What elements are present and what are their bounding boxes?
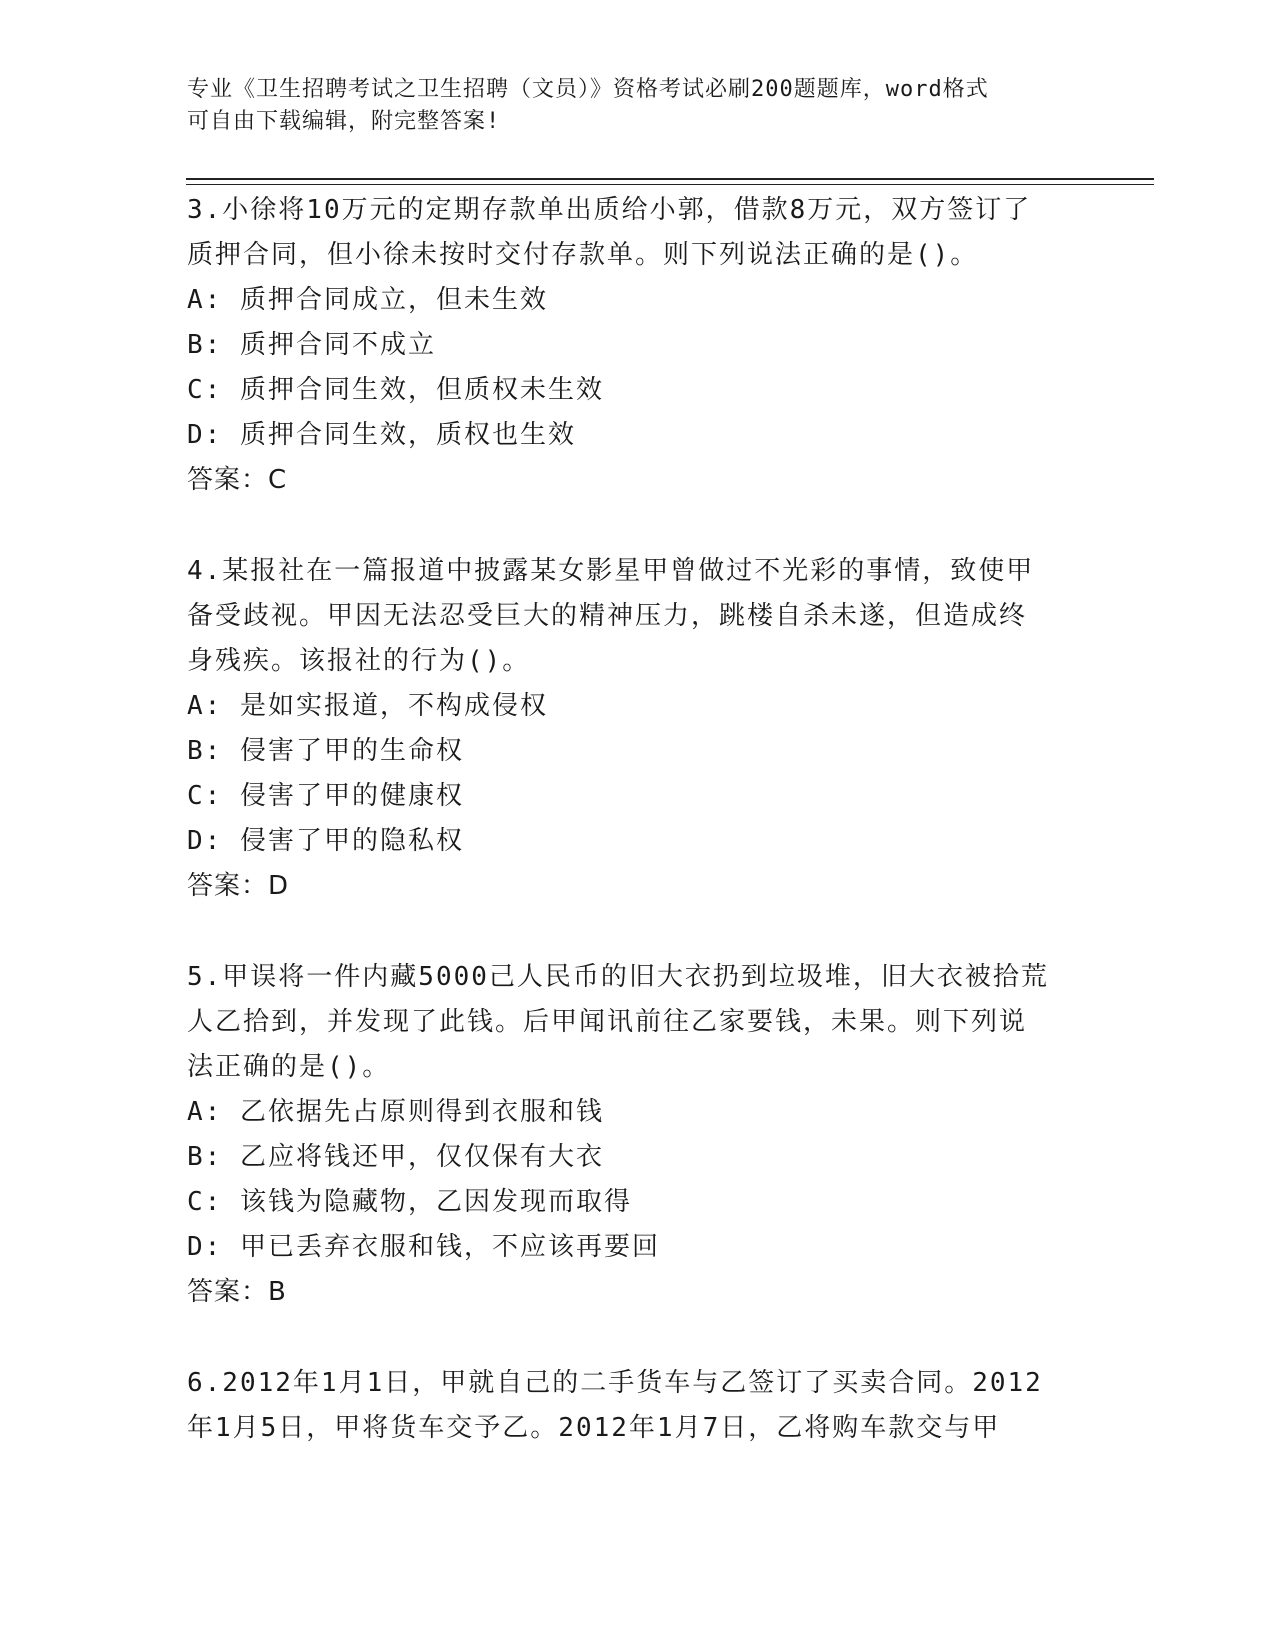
question-text-line: 6.2012年1月1日，甲就自己的二手货车与乙签订了买卖合同。2012 [187, 1368, 1043, 1398]
option-a: A: 乙依据先占原则得到衣服和钱 [187, 1097, 604, 1127]
question-text-line: 人乙拾到，并发现了此钱。后甲闻讯前往乙家要钱，未果。则下列说 [187, 1007, 1028, 1037]
question-text-line: 5.甲误将一件内藏5000己人民币的旧大衣扔到垃圾堆，旧大衣被拾荒 [187, 962, 1049, 992]
answer-line: 答案：C [187, 465, 288, 495]
question-text-line: 4.某报社在一篇报道中披露某女影星甲曾做过不光彩的事情，致使甲 [187, 556, 1035, 586]
option-a: A: 质押合同成立，但未生效 [187, 285, 548, 315]
answer-line: 答案：B [187, 1277, 287, 1307]
header-title-line-1: 专业《卫生招聘考试之卫生招聘（文员）》资格考试必刷200题题库，word格式 [187, 77, 989, 102]
question-spacer [187, 909, 1067, 955]
option-c: C: 质押合同生效，但质权未生效 [187, 375, 604, 405]
question-text-line: 年1月5日，甲将货车交予乙。2012年1月7日，乙将购车款交与甲 [187, 1413, 1001, 1443]
question-text-line: 3.小徐将10万元的定期存款单出质给小郭，借款8万元，双方签订了 [187, 195, 1032, 225]
question-spacer [187, 1315, 1067, 1361]
option-d: D: 质押合同生效，质权也生效 [187, 420, 576, 450]
question-text-line: 质押合同，但小徐未按时交付存款单。则下列说法正确的是()。 [187, 240, 979, 270]
header-title-line-2: 可自由下载编辑，附完整答案! [187, 109, 501, 134]
question-6 [187, 1361, 1067, 1451]
question-spacer [187, 503, 1067, 549]
option-b: B: 侵害了甲的生命权 [187, 736, 464, 766]
question-text [187, 1361, 1067, 1451]
question-text-line: 法正确的是()。 [187, 1052, 391, 1082]
answer-line: 答案：D [187, 871, 290, 901]
question-text-line: 备受歧视。甲因无法忍受巨大的精神压力，跳楼自杀未遂，但造成终 [187, 601, 1028, 631]
question-text [187, 549, 1067, 684]
option-d: D: 侵害了甲的隐私权 [187, 826, 464, 856]
question-3 [187, 188, 1067, 503]
question-text [187, 188, 1067, 278]
document-body [187, 188, 1067, 1451]
option-c: C: 该钱为隐藏物，乙因发现而取得 [187, 1187, 632, 1217]
question-text-line: 身残疾。该报社的行为()。 [187, 646, 531, 676]
question-4 [187, 549, 1067, 909]
question-text [187, 955, 1067, 1090]
option-d: D: 甲已丢弃衣服和钱，不应该再要回 [187, 1232, 660, 1262]
option-b: B: 质押合同不成立 [187, 330, 436, 360]
header-divider [186, 178, 1154, 185]
option-c: C: 侵害了甲的健康权 [187, 781, 464, 811]
document-header [187, 74, 1087, 138]
question-5 [187, 955, 1067, 1315]
option-a: A: 是如实报道，不构成侵权 [187, 691, 548, 721]
option-b: B: 乙应将钱还甲，仅仅保有大衣 [187, 1142, 604, 1172]
